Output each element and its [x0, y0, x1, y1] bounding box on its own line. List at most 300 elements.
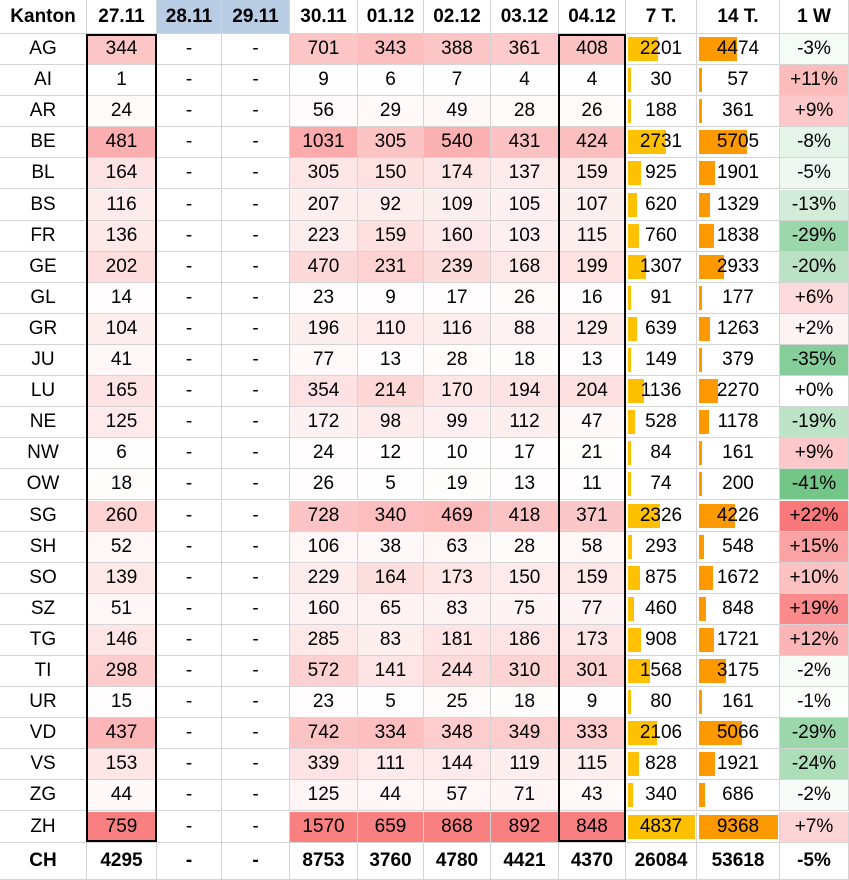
table-cell: [222, 65, 290, 96]
table-cell-text: 170: [441, 380, 473, 402]
total-cell-text: 53618: [711, 849, 765, 871]
canton-label: [0, 625, 87, 656]
table-cell: [157, 407, 222, 438]
table-cell-text: 344: [105, 38, 138, 60]
total-cell-text: CH: [29, 849, 57, 871]
table-cell: [491, 190, 559, 221]
table-cell-text: 165: [105, 380, 138, 402]
table-cell-text: -: [252, 815, 259, 837]
table-cell-text: 173: [576, 628, 608, 650]
table-cell: [559, 438, 626, 469]
table-cell-text: 38: [379, 535, 402, 557]
table-cell: [424, 252, 491, 283]
bar-7d: [628, 566, 640, 590]
table-cell-text: -: [252, 349, 259, 371]
canton-label: [0, 221, 87, 252]
table-cell: [626, 376, 697, 407]
table-cell-text: 1901: [716, 162, 760, 184]
table-cell-text: 17: [446, 286, 468, 308]
table-cell-text: 214: [374, 380, 407, 402]
table-cell: [222, 749, 290, 780]
canton-label-text: VS: [30, 753, 56, 775]
table-cell-text: 65: [379, 597, 402, 619]
table-cell: [222, 780, 290, 811]
table-cell: [780, 221, 849, 252]
table-cell-text: 160: [441, 224, 473, 246]
bar-14d: [699, 752, 715, 776]
table-cell: [491, 345, 559, 376]
table-cell: [626, 314, 697, 345]
total-cell: [87, 842, 157, 880]
table-cell: [491, 252, 559, 283]
table-cell-text: 105: [508, 193, 541, 215]
table-cell: [559, 376, 626, 407]
table-cell-text: 339: [307, 753, 340, 775]
table-cell: [290, 376, 358, 407]
table-cell-text: -: [185, 193, 193, 215]
table-cell: [780, 376, 849, 407]
canton-label: [0, 532, 87, 563]
table-cell: [697, 749, 780, 780]
table-cell-text: -: [252, 255, 259, 277]
table-cell: [222, 96, 290, 127]
table-cell: [491, 780, 559, 811]
table-cell-text: 115: [576, 224, 608, 246]
table-cell-text: 159: [374, 224, 407, 246]
table-cell: [780, 252, 849, 283]
table-cell-text: 194: [508, 380, 541, 402]
table-cell: [559, 314, 626, 345]
table-cell: [697, 656, 780, 687]
table-cell-text: 5: [385, 691, 396, 713]
table-cell: [780, 345, 849, 376]
table-cell-text: 110: [375, 317, 406, 339]
table-cell-text: 1307: [639, 255, 683, 277]
table-cell-text: 136: [105, 224, 138, 246]
table-cell-text: -: [252, 473, 259, 495]
table-cell-text: 44: [110, 784, 133, 806]
table-cell: [358, 190, 424, 221]
table-cell: [87, 190, 157, 221]
bar-14d: [699, 193, 710, 217]
table-cell: [157, 718, 222, 749]
canton-label: [0, 190, 87, 221]
table-cell: [697, 221, 780, 252]
bar-14d: [699, 535, 704, 559]
table-cell-text: 223: [307, 224, 340, 246]
table-cell-text: +9%: [794, 100, 834, 122]
bar-7d: [628, 410, 635, 434]
table-cell: [559, 190, 626, 221]
table-cell: [157, 34, 222, 65]
table-cell-text: 310: [508, 660, 541, 682]
bar-7d: [628, 441, 631, 465]
canton-label-text: BE: [30, 131, 56, 153]
table-cell-text: 25: [446, 691, 468, 713]
table-cell: [157, 812, 222, 843]
table-cell: [780, 594, 849, 625]
total-cell-text: 4295: [100, 849, 143, 871]
table-cell: [157, 625, 222, 656]
table-cell: [157, 221, 222, 252]
table-cell: [424, 221, 491, 252]
table-cell-text: 103: [508, 224, 541, 246]
table-cell: [491, 656, 559, 687]
canton-label: [0, 407, 87, 438]
canton-label-text: GR: [28, 317, 58, 339]
table-cell: [697, 34, 780, 65]
table-cell-text: +9%: [794, 442, 834, 464]
table-cell: [290, 780, 358, 811]
table-cell-text: 2106: [639, 722, 683, 744]
table-cell: [222, 221, 290, 252]
table-cell-text: 116: [441, 317, 473, 339]
table-cell-text: 418: [508, 504, 541, 526]
table-cell-text: -: [185, 38, 193, 60]
canton-label-text: JU: [31, 349, 55, 371]
table-cell: [697, 687, 780, 718]
table-cell-text: -: [252, 691, 259, 713]
bar-7d: [628, 224, 639, 248]
table-cell: [559, 65, 626, 96]
table-cell-text: 21: [581, 442, 603, 464]
table-cell: [559, 469, 626, 500]
table-cell: [87, 780, 157, 811]
table-cell-text: 925: [645, 162, 677, 184]
table-cell: [290, 501, 358, 532]
canton-label-text: UR: [29, 691, 57, 713]
table-cell: [290, 438, 358, 469]
table-cell: [424, 438, 491, 469]
table-cell: [626, 407, 697, 438]
table-cell-text: 111: [376, 753, 405, 775]
table-cell: [222, 438, 290, 469]
canton-label: [0, 314, 87, 345]
table-cell: [222, 718, 290, 749]
table-cell: [87, 749, 157, 780]
header-cell: [424, 0, 491, 34]
canton-label-text: ZG: [29, 784, 57, 806]
table-cell-text: -35%: [791, 349, 837, 371]
table-cell: [491, 594, 559, 625]
total-cell-text: 4780: [435, 849, 479, 871]
table-cell: [157, 376, 222, 407]
table-cell-text: 2270: [716, 380, 760, 402]
table-cell: [358, 780, 424, 811]
bar-7d: [628, 752, 639, 776]
table-cell-text: 481: [105, 131, 138, 153]
table-cell: [559, 594, 626, 625]
table-cell: [491, 96, 559, 127]
table-cell: [491, 376, 559, 407]
table-cell-text: 759: [105, 815, 138, 837]
table-cell-text: 305: [307, 162, 340, 184]
table-cell-text: -: [185, 753, 193, 775]
table-cell-text: 908: [645, 628, 677, 650]
bar-14d: [699, 286, 702, 310]
table-cell-text: 150: [374, 162, 407, 184]
table-cell: [491, 563, 559, 594]
bar-7d: [628, 535, 632, 559]
table-cell-text: 83: [379, 628, 402, 650]
table-cell-text: 30: [650, 69, 672, 91]
table-cell: [157, 190, 222, 221]
table-cell-text: 115: [576, 753, 608, 775]
table-cell-text: -5%: [797, 162, 831, 184]
canton-label: [0, 127, 87, 158]
canton-label: [0, 749, 87, 780]
canton-label-text: GL: [30, 286, 56, 308]
total-cell: [626, 842, 697, 880]
table-cell-text: 92: [379, 193, 402, 215]
table-cell-text: 15: [110, 691, 133, 713]
canton-label: [0, 780, 87, 811]
table-cell-text: 160: [307, 597, 340, 619]
table-cell: [491, 127, 559, 158]
table-cell: [780, 656, 849, 687]
table-cell-text: -: [185, 255, 193, 277]
table-cell-text: 24: [110, 100, 133, 122]
table-cell: [290, 594, 358, 625]
table-cell-text: 343: [374, 38, 407, 60]
table-cell: [424, 96, 491, 127]
table-cell-text: 144: [441, 753, 473, 775]
header-cell: [87, 0, 157, 34]
table-cell: [424, 283, 491, 314]
table-cell: [290, 812, 358, 843]
table-cell-text: -: [252, 535, 259, 557]
header-cell-text: 28.11: [165, 5, 213, 27]
table-cell: [559, 656, 626, 687]
table-cell-text: 18: [110, 473, 133, 495]
table-cell: [424, 718, 491, 749]
table-cell-text: 28: [513, 100, 536, 122]
table-cell: [697, 345, 780, 376]
table-cell: [358, 438, 424, 469]
table-cell: [780, 283, 849, 314]
table-cell-text: -: [185, 722, 193, 744]
table-cell: [157, 501, 222, 532]
table-cell: [559, 407, 626, 438]
table-cell: [626, 532, 697, 563]
table-cell-text: -20%: [791, 255, 837, 277]
canton-label: [0, 687, 87, 718]
header-cell-text: 29.11: [232, 5, 279, 27]
table-cell: [358, 687, 424, 718]
table-cell-text: 301: [576, 660, 608, 682]
table-cell: [424, 780, 491, 811]
table-cell-text: 5: [385, 473, 396, 495]
table-cell-text: 868: [441, 815, 473, 837]
table-cell-text: 2326: [639, 504, 683, 526]
table-cell: [491, 314, 559, 345]
table-cell-text: -: [185, 784, 193, 806]
table-cell: [626, 221, 697, 252]
header-cell-text: 14 T.: [717, 5, 759, 27]
table-cell: [290, 407, 358, 438]
table-cell-text: -: [252, 100, 259, 122]
bar-14d: [699, 410, 709, 434]
table-cell-text: -: [252, 286, 259, 308]
table-cell: [697, 96, 780, 127]
table-cell-text: -: [252, 380, 259, 402]
table-cell: [358, 127, 424, 158]
table-cell-text: 1329: [716, 193, 760, 215]
table-cell: [87, 594, 157, 625]
table-cell-text: 260: [105, 504, 138, 526]
table-cell-text: 4837: [639, 815, 683, 837]
table-cell: [87, 252, 157, 283]
table-cell: [424, 407, 491, 438]
table-cell: [222, 345, 290, 376]
table-cell: [358, 376, 424, 407]
canton-label: [0, 656, 87, 687]
table-cell: [559, 127, 626, 158]
table-cell: [222, 687, 290, 718]
total-cell-text: 8753: [302, 849, 345, 871]
table-cell-text: 149: [645, 349, 677, 371]
header-cell-text: 27.11: [98, 5, 145, 27]
table-cell-text: 5066: [716, 722, 760, 744]
table-cell-text: 424: [576, 131, 608, 153]
table-cell-text: 177: [722, 286, 754, 308]
table-cell: [358, 158, 424, 189]
table-cell: [780, 34, 849, 65]
table-cell: [491, 469, 559, 500]
table-cell-text: -: [252, 131, 259, 153]
table-cell-text: +15%: [789, 535, 839, 557]
table-cell-text: 80: [650, 691, 672, 713]
table-cell: [491, 718, 559, 749]
table-cell-text: 1: [116, 69, 127, 91]
table-cell-text: +10%: [789, 566, 839, 588]
table-cell-text: 26: [312, 473, 335, 495]
header-cell: [358, 0, 424, 34]
table-cell: [697, 283, 780, 314]
table-cell: [697, 594, 780, 625]
table-cell-text: 139: [105, 566, 138, 588]
canton-label: [0, 376, 87, 407]
table-cell: [290, 283, 358, 314]
table-cell-text: 348: [441, 722, 473, 744]
table-cell: [290, 127, 358, 158]
table-cell: [290, 656, 358, 687]
header-cell: [222, 0, 290, 34]
table-cell-text: 125: [307, 784, 340, 806]
table-cell: [491, 532, 559, 563]
table-cell: [222, 656, 290, 687]
total-cell-text: -5%: [797, 849, 831, 871]
table-cell: [780, 749, 849, 780]
table-cell-text: -: [252, 224, 259, 246]
table-cell: [697, 438, 780, 469]
table-cell-text: 41: [110, 349, 133, 371]
bar-14d: [699, 161, 715, 185]
table-cell: [424, 812, 491, 843]
table-cell: [424, 749, 491, 780]
table-cell: [87, 687, 157, 718]
table-cell-text: -: [185, 411, 193, 433]
table-cell: [157, 96, 222, 127]
table-cell: [697, 407, 780, 438]
table-cell-text: -: [185, 317, 193, 339]
table-cell-text: 875: [645, 566, 677, 588]
canton-label: [0, 252, 87, 283]
table-cell: [780, 314, 849, 345]
canton-label-text: OW: [26, 473, 60, 495]
table-cell: [626, 718, 697, 749]
canton-label: [0, 563, 87, 594]
table-cell-text: -: [185, 162, 193, 184]
table-cell-text: 202: [105, 255, 138, 277]
table-cell-text: 528: [645, 411, 677, 433]
table-cell-text: 174: [441, 162, 473, 184]
table-cell-text: -1%: [797, 691, 831, 713]
canton-label-text: VD: [29, 722, 57, 744]
canton-label: [0, 469, 87, 500]
table-cell-text: 701: [307, 38, 340, 60]
table-cell: [358, 594, 424, 625]
table-cell-text: -: [185, 286, 193, 308]
table-cell-text: 12: [379, 442, 402, 464]
table-cell: [87, 563, 157, 594]
table-cell: [780, 96, 849, 127]
table-cell: [424, 594, 491, 625]
canton-label-text: ZH: [30, 815, 56, 837]
table-cell: [358, 65, 424, 96]
table-cell: [697, 158, 780, 189]
table-cell: [559, 563, 626, 594]
table-cell: [290, 469, 358, 500]
table-cell: [697, 469, 780, 500]
table-cell: [424, 687, 491, 718]
table-cell: [626, 749, 697, 780]
table-cell: [87, 34, 157, 65]
table-cell-text: 1721: [716, 628, 760, 650]
table-cell-text: 150: [508, 566, 541, 588]
table-cell-text: 4: [519, 69, 530, 91]
table-cell-text: -: [252, 753, 259, 775]
table-cell: [697, 718, 780, 749]
table-cell: [358, 718, 424, 749]
table-cell-text: 2933: [716, 255, 760, 277]
table-cell: [559, 221, 626, 252]
table-cell: [157, 65, 222, 96]
header-cell: [157, 0, 222, 34]
table-cell: [87, 65, 157, 96]
table-cell: [491, 687, 559, 718]
table-cell: [87, 718, 157, 749]
table-cell: [424, 563, 491, 594]
table-cell: [697, 532, 780, 563]
table-cell: [87, 469, 157, 500]
header-cell: [559, 0, 626, 34]
table-cell: [491, 625, 559, 656]
table-cell-text: 1838: [716, 224, 760, 246]
table-cell: [157, 656, 222, 687]
table-cell: [358, 501, 424, 532]
table-cell-text: 892: [508, 815, 541, 837]
table-cell: [697, 812, 780, 843]
table-cell: [424, 376, 491, 407]
table-cell-text: 244: [441, 660, 473, 682]
header-cell-text: 04.12: [568, 5, 616, 27]
table-cell: [358, 812, 424, 843]
table-cell-text: -: [252, 69, 259, 91]
table-cell-text: -: [252, 628, 259, 650]
table-cell-text: 57: [446, 784, 468, 806]
table-cell-text: 168: [508, 255, 541, 277]
